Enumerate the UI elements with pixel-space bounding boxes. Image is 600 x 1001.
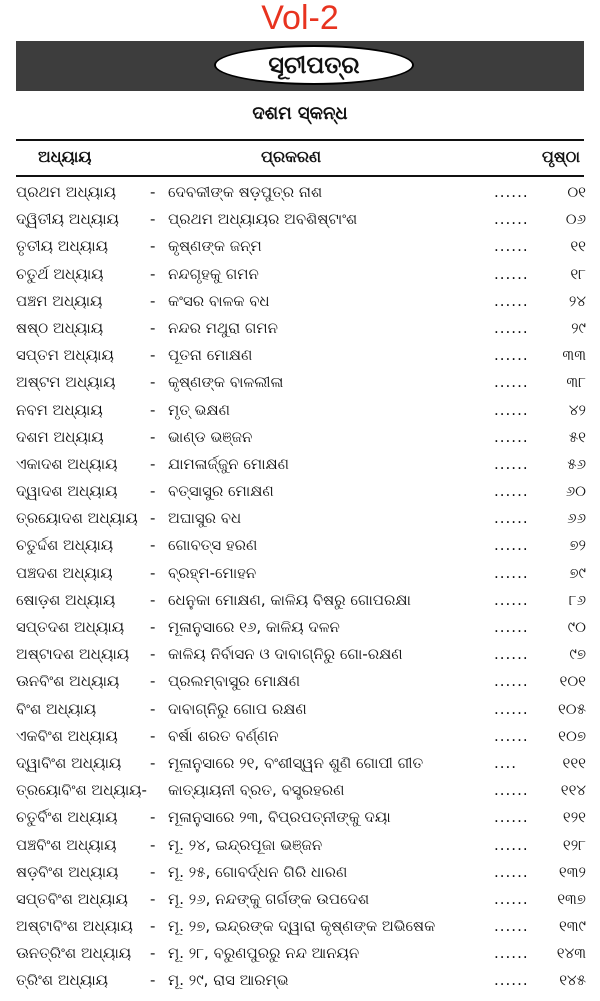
toc-chapter: ଷଷ୍ଠ ଅଧ୍ୟାୟ bbox=[16, 318, 104, 337]
toc-leader-dots: ...... bbox=[494, 427, 529, 446]
toc-topic: ମୂ. ୨୭, ଇନ୍ଦ୍ରଙ୍କ ଦ୍ୱାରା କୃଷ୍ଣଙ୍କ ଅଭିଷେକ bbox=[168, 917, 436, 936]
toc-topic: ବ୍ରହ୍ମ-ମୋହନ bbox=[168, 563, 257, 582]
toc-dash: - bbox=[150, 536, 156, 555]
toc-dash: - bbox=[150, 509, 156, 528]
toc-chapter: ଦ୍ୱାଦଶ ଅଧ୍ୟାୟ bbox=[16, 482, 118, 501]
toc-row bbox=[0, 750, 600, 777]
toc-dash: - bbox=[150, 563, 156, 582]
toc-dash: - bbox=[150, 264, 156, 283]
toc-leader-dots: ...... bbox=[494, 563, 529, 582]
toc-dash: - bbox=[150, 753, 156, 772]
toc-page-number: ୪୨ bbox=[568, 400, 586, 419]
toc-leader-dots: ...... bbox=[494, 699, 529, 718]
toc-leader-dots: ...... bbox=[494, 590, 529, 609]
toc-row bbox=[0, 342, 600, 369]
toc-topic: ମୂଳାନୁସାରେ ୧୬, କାଳିୟ ଦଳନ bbox=[168, 618, 340, 636]
toc-row bbox=[0, 505, 600, 532]
toc-leader-dots: ...... bbox=[494, 862, 529, 881]
toc-row bbox=[0, 532, 600, 559]
toc-dash: - bbox=[150, 917, 156, 936]
toc-dash: - bbox=[150, 726, 156, 745]
toc-chapter: ଚତୁର୍ବିଂଶ ଅଧ୍ୟାୟ bbox=[16, 808, 118, 827]
header-topic: ପ୍ରକରଣ bbox=[261, 147, 322, 166]
toc-page-number: ୬୬ bbox=[567, 509, 586, 528]
toc-page-number: ୯୭ bbox=[569, 645, 586, 664]
toc-row bbox=[0, 560, 600, 587]
toc-topic: ଭାଣ୍ଡ ଭଞ୍ଜନ bbox=[168, 427, 253, 446]
toc-chapter: ପଞ୍ଚମ ଅଧ୍ୟାୟ bbox=[16, 291, 103, 310]
toc-leader-dots: ...... bbox=[494, 482, 529, 501]
toc-row bbox=[0, 424, 600, 451]
toc-page-number: ୧୧ bbox=[570, 237, 586, 256]
toc-topic: ପୂତନା ମୋକ୍ଷଣ bbox=[168, 346, 253, 365]
toc-chapter: ଦଶମ ଅଧ୍ୟାୟ bbox=[16, 427, 104, 446]
toc-chapter: ପଞ୍ଚବିଂଶ ଅଧ୍ୟାୟ bbox=[16, 835, 117, 854]
toc-dash: - bbox=[150, 318, 156, 337]
toc-chapter: ଷଡ଼ବିଂଶ ଅଧ୍ୟାୟ bbox=[16, 862, 119, 881]
toc-row bbox=[0, 940, 600, 967]
toc-page-number: ୧୩୯ bbox=[558, 917, 586, 936]
toc-leader-dots: ...... bbox=[494, 645, 529, 664]
toc-page-number: ୧୨୮ bbox=[562, 835, 586, 854]
toc-page-number: ୫୧ bbox=[568, 427, 586, 446]
toc-leader-dots: ...... bbox=[494, 536, 529, 555]
toc-dash: - bbox=[150, 373, 156, 392]
toc-page-number: ୧୨୧ bbox=[562, 808, 586, 827]
toc-leader-dots: ...... bbox=[494, 672, 529, 691]
toc-page-number: ୧୪୫ bbox=[559, 971, 586, 990]
toc-chapter: ଅଷ୍ଟାଦଶ ଅଧ୍ୟାୟ bbox=[16, 645, 130, 664]
toc-row bbox=[0, 886, 600, 913]
toc-page-number: ୧୮ bbox=[570, 264, 586, 283]
toc-row bbox=[0, 804, 600, 831]
toc-page-number: ୧୦୧ bbox=[559, 672, 586, 691]
toc-page-number: ୧୪୩ bbox=[556, 944, 586, 963]
toc-page-number: ୨୯ bbox=[571, 318, 586, 337]
toc-leader-dots: ...... bbox=[494, 400, 529, 419]
toc-page-number: ୭୯ bbox=[569, 563, 586, 582]
toc-dash: - bbox=[150, 482, 156, 501]
toc-chapter: ତ୍ରୟୋଦଶ ଅଧ୍ୟାୟ bbox=[16, 509, 138, 528]
toc-leader-dots: .... bbox=[494, 753, 518, 772]
toc-chapter: ଊନବିଂଶ ଅଧ୍ୟାୟ bbox=[16, 672, 120, 691]
toc-row bbox=[0, 206, 600, 233]
toc-topic: ପ୍ରଥମ ଅଧ୍ୟାୟର ଅବଶିଷ୍ଟାଂଶ bbox=[168, 210, 358, 229]
toc-chapter: ପ୍ରଥମ ଅଧ୍ୟାୟ bbox=[16, 183, 116, 201]
toc-chapter: ନବମ ଅଧ୍ୟାୟ bbox=[16, 400, 103, 419]
toc-topic: ଗୋବତ୍ସ ହରଣ bbox=[168, 536, 258, 555]
toc-row bbox=[0, 369, 600, 396]
toc-page-number: ୫୬ bbox=[567, 454, 586, 473]
toc-leader-dots: ...... bbox=[494, 917, 529, 936]
toc-row bbox=[0, 777, 600, 804]
toc-row bbox=[0, 288, 600, 315]
table-header bbox=[16, 145, 584, 173]
toc-row bbox=[0, 315, 600, 342]
toc-topic: ଦାବାଗ୍ନିରୁ ଗୋପ ରକ୍ଷଣ bbox=[168, 699, 307, 718]
toc-topic: ମୂ. ୨୯, ରାସ ଆରମ୍ଭ bbox=[168, 971, 289, 990]
toc-page-number: ୩୮ bbox=[566, 373, 586, 392]
toc-dash: - bbox=[150, 210, 156, 229]
toc-topic: ଦେବକୀଙ୍କ ଷଡ଼ପୁତ୍ର ନାଶ bbox=[168, 183, 323, 201]
toc-row bbox=[0, 696, 600, 723]
toc-page-number: ୧୩୨ bbox=[558, 862, 586, 881]
toc-dash: - bbox=[150, 808, 156, 827]
toc-leader-dots: ...... bbox=[494, 618, 529, 636]
toc-chapter: ଏକାଦଶ ଅଧ୍ୟାୟ bbox=[16, 454, 118, 473]
toc-leader-dots: ...... bbox=[494, 726, 529, 745]
toc-topic: କାତ୍ୟାୟନୀ ବ୍ରତ, ବସ୍ତ୍ରହରଣ bbox=[168, 781, 345, 800]
section-title: ଦଶମ ସ୍କନ୍ଧ bbox=[252, 103, 348, 124]
toc-page-number: ୧୦୫ bbox=[557, 699, 586, 718]
toc-chapter: ତୃତୀୟ ଅଧ୍ୟାୟ bbox=[16, 237, 108, 256]
toc-dash: - bbox=[150, 237, 156, 256]
toc-topic: ଅଘାସୁର ବଧ bbox=[168, 509, 242, 528]
toc-leader-dots: ...... bbox=[494, 509, 529, 528]
toc-page-number: ୯୦ bbox=[567, 618, 586, 636]
toc-chapter: ଦ୍ୱାବିଂଶ ଅଧ୍ୟାୟ bbox=[16, 753, 122, 772]
toc-dash: - bbox=[150, 291, 156, 310]
toc-leader-dots: ...... bbox=[494, 454, 529, 473]
toc-leader-dots: ...... bbox=[494, 944, 529, 963]
toc-page-number: ୩୩ bbox=[562, 346, 586, 365]
toc-row bbox=[0, 641, 600, 668]
toc-chapter: ଊନତ୍ରିଂଶ ଅଧ୍ୟାୟ bbox=[16, 944, 132, 963]
toc-dash: - bbox=[150, 944, 156, 963]
toc-topic: କୃଷ୍ଣଙ୍କ ବାଳଲୀଳା bbox=[168, 373, 284, 392]
toc-list bbox=[0, 179, 600, 995]
toc-leader-dots: ...... bbox=[494, 835, 529, 854]
header-chapter: ଅଧ୍ୟାୟ bbox=[38, 147, 92, 166]
toc-chapter: ସପ୍ତବିଂଶ ଅଧ୍ୟାୟ bbox=[16, 889, 128, 908]
toc-page-number: ୮୬ bbox=[568, 590, 586, 609]
toc-page-number: ୧୧୧ bbox=[562, 753, 586, 772]
toc-dash: - bbox=[150, 454, 156, 473]
toc-page-number: ୧୩୭ bbox=[557, 889, 586, 908]
toc-topic: ମୂଳାନୁସାରେ ୨୩, ବିପ୍ରପତ୍ନୀଙ୍କୁ ଦୟା bbox=[168, 808, 391, 827]
toc-chapter: ଅଷ୍ଟମ ଅଧ୍ୟାୟ bbox=[16, 373, 116, 392]
toc-dash: - bbox=[150, 427, 156, 446]
toc-dash: - bbox=[150, 699, 156, 718]
toc-dash: - bbox=[150, 645, 156, 664]
toc-chapter: ତ୍ରୟୋବିଂଶ ଅଧ୍ୟାୟ- bbox=[16, 781, 147, 800]
toc-topic: ମୂ. ୨୮, ବରୁଣପୁରରୁ ନନ୍ଦ ଆନୟନ bbox=[168, 944, 360, 963]
toc-row bbox=[0, 261, 600, 288]
toc-topic: ଧେନୁକା ମୋକ୍ଷଣ, କାଳିୟ ବିଷରୁ ଗୋପରକ୍ଷା bbox=[168, 590, 411, 609]
header-divider bbox=[16, 175, 584, 177]
volume-label: Vol-2 bbox=[261, 0, 339, 37]
toc-dash: - bbox=[150, 346, 156, 365]
toc-leader-dots: ...... bbox=[494, 183, 529, 201]
toc-topic: ବତ୍ସାସୁର ମୋକ୍ଷଣ bbox=[168, 482, 274, 501]
toc-topic: ନନ୍ଦଗୃହକୁ ଗମନ bbox=[168, 264, 259, 283]
toc-page-number: ୧୧୪ bbox=[560, 781, 586, 800]
banner-title: ସୂଚୀପତ୍ର bbox=[214, 45, 414, 85]
toc-leader-dots: ...... bbox=[494, 291, 529, 310]
toc-topic: ମୂ. ୨୬, ନନ୍ଦଙ୍କୁ ଗର୍ଗଙ୍କ ଉପଦେଶ bbox=[168, 889, 370, 908]
toc-leader-dots: ...... bbox=[494, 971, 529, 990]
toc-row bbox=[0, 723, 600, 750]
toc-leader-dots: ...... bbox=[494, 237, 529, 256]
toc-row bbox=[0, 859, 600, 886]
toc-leader-dots: ...... bbox=[494, 373, 529, 392]
toc-row bbox=[0, 832, 600, 859]
toc-leader-dots: ...... bbox=[494, 264, 529, 283]
toc-chapter: ଚତୁର୍ଦ୍ଦଶ ଅଧ୍ୟାୟ bbox=[16, 536, 114, 555]
toc-row bbox=[0, 967, 600, 994]
toc-row bbox=[0, 233, 600, 260]
toc-dash: - bbox=[150, 672, 156, 691]
toc-row bbox=[0, 913, 600, 940]
toc-chapter: ସପ୍ତମ ଅଧ୍ୟାୟ bbox=[16, 346, 114, 365]
toc-row bbox=[0, 668, 600, 695]
toc-chapter: ଦ୍ୱିତୀୟ ଅଧ୍ୟାୟ bbox=[16, 210, 119, 229]
toc-topic: ବର୍ଷା ଶରତ ବର୍ଣ୍ଣନ bbox=[168, 726, 279, 745]
toc-chapter: ଷୋଡ଼ଶ ଅଧ୍ୟାୟ bbox=[16, 590, 116, 609]
toc-leader-dots: ...... bbox=[494, 781, 529, 800]
toc-topic: ମୃତ୍ ଭକ୍ଷଣ bbox=[168, 400, 230, 419]
toc-dash: - bbox=[150, 590, 156, 609]
toc-dash: - bbox=[150, 183, 156, 201]
toc-page-number: ୦୧ bbox=[567, 183, 586, 201]
toc-chapter: ସପ୍ତଦଶ ଅଧ୍ୟାୟ bbox=[16, 618, 125, 636]
toc-topic: ମୂଳାନୁସାରେ ୨୧, ବଂଶୀସ୍ୱନ ଶୁଣି ଗୋପୀ ଗୀତ bbox=[168, 753, 424, 772]
toc-dash: - bbox=[150, 971, 156, 990]
toc-topic: ମୂ. ୨୫, ଗୋବର୍ଦ୍ଧନ ଗିରି ଧାରଣ bbox=[168, 862, 348, 881]
toc-leader-dots: ...... bbox=[494, 889, 529, 908]
toc-page-number: ୨୪ bbox=[568, 291, 586, 310]
title-banner bbox=[16, 41, 584, 91]
toc-dash: - bbox=[150, 889, 156, 908]
header-page: ପୃଷ୍ଠା bbox=[541, 147, 580, 166]
toc-leader-dots: ...... bbox=[494, 210, 529, 229]
toc-row bbox=[0, 451, 600, 478]
toc-row bbox=[0, 397, 600, 424]
toc-page-number: ୧୦୭ bbox=[558, 726, 586, 745]
toc-topic: ନନ୍ଦର ମଥୁରା ଗମନ bbox=[168, 318, 278, 337]
toc-page-number: ୦୬ bbox=[565, 210, 586, 229]
toc-row bbox=[0, 179, 600, 206]
toc-topic: ପ୍ରଲମ୍ବାସୁର ମୋକ୍ଷଣ bbox=[168, 672, 301, 691]
toc-leader-dots: ...... bbox=[494, 346, 529, 365]
toc-chapter: ଅଷ୍ଟାବିଂଶ ଅଧ୍ୟାୟ bbox=[16, 917, 133, 936]
toc-topic: କାଳିୟ ନିର୍ବାସନ ଓ ଦାବାଗ୍ନିରୁ ଗୋ-ରକ୍ଷଣ bbox=[168, 645, 403, 664]
toc-page-number: ୬୦ bbox=[565, 482, 586, 501]
toc-topic: କଂସର ବାଳକ ବଧ bbox=[168, 291, 270, 310]
toc-row bbox=[0, 478, 600, 505]
toc-dash: - bbox=[150, 835, 156, 854]
toc-dash: - bbox=[150, 618, 156, 636]
toc-topic: ମୂ. ୨୪, ଇନ୍ଦ୍ରପୂଜା ଭଞ୍ଜନ bbox=[168, 835, 323, 854]
toc-topic: କୃଷ୍ଣଙ୍କ ଜନ୍ମ bbox=[168, 237, 262, 256]
toc-row bbox=[0, 587, 600, 614]
toc-topic: ଯାମଳାର୍ଜ୍ଜୁନ ମୋକ୍ଷଣ bbox=[168, 454, 289, 473]
toc-leader-dots: ...... bbox=[494, 808, 529, 827]
toc-dash: - bbox=[150, 400, 156, 419]
toc-chapter: ଚତୁର୍ଥ ଅଧ୍ୟାୟ bbox=[16, 264, 104, 283]
toc-chapter: ପଞ୍ଚଦଶ ଅଧ୍ୟାୟ bbox=[16, 563, 113, 582]
toc-chapter: ବିଂଶ ଅଧ୍ୟାୟ bbox=[16, 699, 97, 718]
toc-leader-dots: ...... bbox=[494, 318, 529, 337]
toc-chapter: ଏକବିଂଶ ଅଧ୍ୟାୟ bbox=[16, 726, 118, 745]
toc-chapter: ତ୍ରିଂଶ ଅଧ୍ୟାୟ bbox=[16, 971, 109, 990]
toc-page-number: ୭୨ bbox=[569, 536, 586, 555]
toc-dash: - bbox=[150, 862, 156, 881]
toc-row bbox=[0, 614, 600, 641]
top-divider bbox=[16, 139, 584, 141]
